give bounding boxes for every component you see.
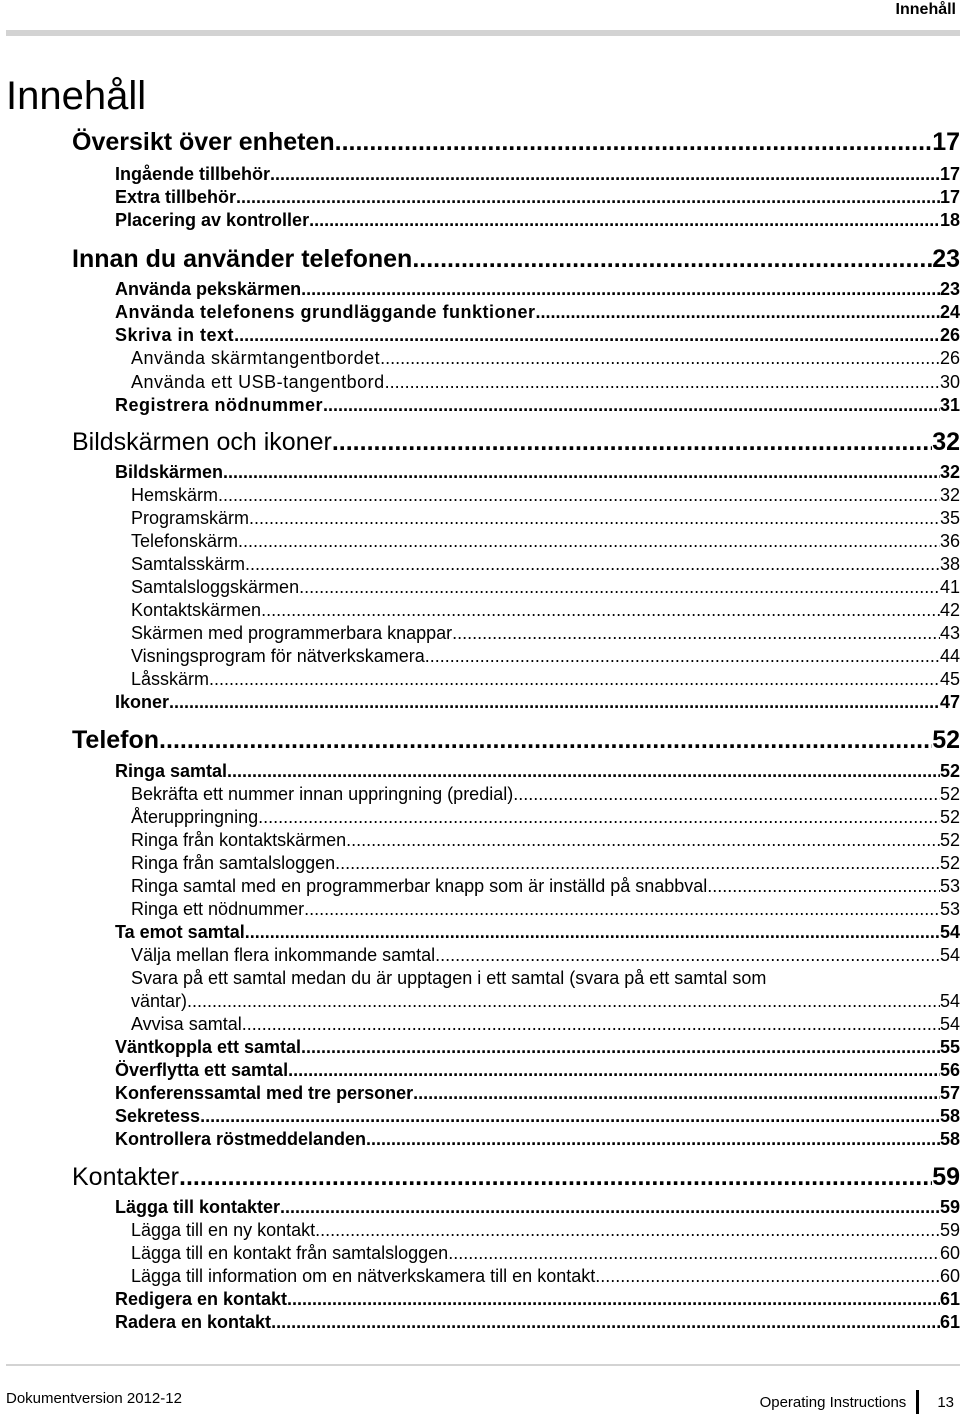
toc-entry-title: Lägga till en kontakt från samtalsloggen [131,1243,449,1263]
toc-entry-continued-text: Svara på ett samtal medan du är upptagen i ett samtal (svara på ett samtal som [131,968,767,988]
toc-entry-title: Samtalsskärm [131,554,246,574]
toc-entry-title: Radera en kontakt [115,1312,272,1332]
toc-section-link[interactable] [0,164,960,185]
toc-entry-title: Telefonskärm [131,531,239,551]
toc-section-link[interactable] [0,1197,960,1218]
toc-page-number: 35 [939,508,960,528]
toc-page-number: 47 [939,692,960,712]
toc-entry-title: Ringa från kontaktskärmen [131,830,347,850]
toc-entry-title: Skärmen med programmerbara knappar [131,623,453,643]
toc-subsection-link[interactable] [0,508,960,529]
header-rule [6,30,960,36]
toc-entry-title: Extra tillbehör [115,187,237,207]
footer-right [760,1390,960,1414]
toc-entry-title: Översikt över enheten [72,128,335,156]
toc-entry-title: Samtalsloggskärmen [131,577,300,597]
toc-page-number: 44 [939,646,960,666]
toc-entry-title: Använda skärmtangentbordet [131,348,381,368]
toc-entry-title: väntar) [131,991,188,1011]
toc-section-link[interactable] [0,1129,960,1150]
toc-entry-title: Registrera nödnummer [115,395,324,415]
toc-dot-leader [425,646,940,667]
toc-page-number: 38 [939,554,960,574]
toc-dot-leader [249,508,940,529]
toc-entry-title: Överflytta ett samtal [115,1060,289,1080]
toc-page-number: 57 [939,1083,960,1103]
toc-subsection-link[interactable] [0,646,960,667]
toc-subsection-link[interactable] [0,485,960,506]
toc-dot-leader [536,302,940,323]
toc-page-number: 52 [939,853,960,873]
toc-chapter-link[interactable] [0,128,960,157]
toc-dot-leader [595,1266,940,1287]
toc-dot-leader [236,187,940,208]
toc-subsection-link[interactable] [0,899,960,920]
toc-page-number: 53 [939,876,960,896]
toc-subsection-link[interactable] [0,531,960,552]
toc-subsection-link[interactable] [0,1220,960,1241]
toc-dot-leader [271,1312,940,1333]
toc-section-link[interactable] [0,1083,960,1104]
toc-page-number: 59 [939,1220,960,1240]
toc-page-number: 59 [939,1197,960,1217]
toc-dot-leader [209,669,940,690]
toc-page-number: 60 [939,1266,960,1286]
toc-dot-leader [223,462,940,483]
toc-entry-title: Ta emot samtal [115,922,245,942]
toc-entry-title: Ikoner [115,692,170,712]
toc-page-number: 30 [939,372,960,392]
toc-section-link[interactable] [0,692,960,713]
toc-entry-title: Välja mellan flera inkommande samtal [131,945,436,965]
toc-section-link[interactable] [0,1106,960,1127]
toc-dot-leader [301,279,940,300]
toc-page-number: 32 [939,485,960,505]
toc-dot-leader [707,876,940,897]
toc-dot-leader [346,830,940,851]
toc-subsection-link[interactable] [0,1243,960,1264]
toc-entry-title: Visningsprogram för nätverkskamera [131,646,425,666]
toc-section-link[interactable] [0,1037,960,1058]
toc-page-number: 53 [939,899,960,919]
toc-section-link[interactable] [0,279,960,300]
toc-section-link[interactable] [0,761,960,782]
toc-page-number: 54 [939,991,960,1011]
toc-page-number: 59 [932,1163,960,1191]
toc-dot-leader [218,485,940,506]
toc-dot-leader [332,428,932,457]
toc-page-number: 58 [939,1106,960,1126]
toc-dot-leader [304,899,940,920]
toc-dot-leader [159,726,932,755]
toc-entry-title: Ringa ett nödnummer [131,899,305,919]
toc-chapter-link[interactable] [0,428,960,457]
toc-page-number: 43 [939,623,960,643]
toc-dot-leader [242,1014,940,1035]
toc-dot-leader [179,1163,932,1192]
toc-subsection-link[interactable] [0,554,960,575]
toc-page-number: 52 [932,726,960,754]
toc-subsection-link[interactable] [0,876,960,897]
footer-manual-title: Operating Instructions [759,1393,907,1411]
toc-page-number: 52 [939,807,960,827]
toc-dot-leader [200,1106,940,1127]
toc-entry-title: Placering av kontroller [115,210,310,230]
toc-dot-leader [227,761,940,782]
toc-section-link[interactable] [0,1312,960,1333]
toc-entry-title: Ringa samtal [115,761,228,781]
toc-section-link[interactable] [0,325,960,346]
footer-page-number: 13 [937,1393,954,1411]
footer-document-version: Dokumentversion 2012-12 [6,1390,182,1407]
toc-entry-title: Kontakter [72,1163,180,1191]
toc-entry-title: Använda pekskärmen [115,279,302,299]
toc-dot-leader [366,1129,940,1150]
toc-dot-leader [288,1060,940,1081]
toc-page-number: 17 [939,164,960,184]
toc-page-number: 61 [939,1312,960,1332]
toc-entry-title: Återuppringning [131,807,259,827]
footer-separator [916,1390,919,1414]
toc-dot-leader [385,372,940,393]
toc-subsection-link[interactable] [0,577,960,598]
toc-page-number: 52 [939,830,960,850]
toc-subsection-link[interactable] [0,945,960,966]
toc-section-link[interactable] [0,1289,960,1310]
toc-page-number: 42 [939,600,960,620]
toc-subsection-link[interactable] [0,784,960,805]
toc-section-link[interactable] [0,187,960,208]
toc-entry-title: Kontaktskärmen [131,600,262,620]
toc-entry-title: Ringa samtal med en programmerbar knapp som är inställd på snabbval [131,876,708,896]
toc-dot-leader [413,1083,940,1104]
toc-dot-leader [412,245,932,274]
toc-dot-leader [169,692,940,713]
toc-dot-leader [380,348,940,369]
toc-entry-title: Konferenssamtal med tre personer [115,1083,414,1103]
toc-page-number: 24 [939,302,960,322]
toc-page-number: 32 [939,462,960,482]
toc-entry-title: Programskärm [131,508,250,528]
toc-entry-title: Bildskärmen och ikoner [72,428,332,456]
toc-subsection-link[interactable] [0,600,960,621]
toc-dot-leader [315,1220,940,1241]
toc-entry-title: Lägga till en ny kontakt [131,1220,316,1240]
toc-subsection-link[interactable] [0,991,960,1012]
toc-subsection-link[interactable] [0,1014,960,1035]
toc-dot-leader [335,128,933,157]
toc-section-link[interactable] [0,922,960,943]
toc-entry-title: Telefon [72,726,160,754]
toc-dot-leader [309,210,940,231]
toc-section-link[interactable] [0,1060,960,1081]
toc-page-number: 54 [939,945,960,965]
toc-page-number: 54 [939,1014,960,1034]
toc-entry-title: Redigera en kontakt [115,1289,288,1309]
toc-section-link[interactable] [0,395,960,416]
toc-dot-leader [245,554,940,575]
toc-dot-leader [448,1243,940,1264]
toc-chapter-link[interactable] [0,1163,960,1192]
toc-page-number: 61 [939,1289,960,1309]
toc-entry-title: Avvisa samtal [131,1014,242,1034]
toc-dot-leader [287,1289,940,1310]
toc-entry-title: Låsskärm [131,669,210,689]
toc-entry-title: Hemskärm [131,485,219,505]
footer-rule [6,1364,960,1366]
toc-entry-title: Lägga till information om en nätverkskamera till en kontakt [131,1266,596,1286]
toc-entry-title: Ingående tillbehör [115,164,271,184]
toc-subsection-link[interactable] [0,623,960,644]
toc-subsection-link[interactable] [0,853,960,874]
toc-page-number: 17 [939,187,960,207]
toc-entry-title: Väntkoppla ett samtal [115,1037,302,1057]
toc-page-number: 45 [939,669,960,689]
header-section-label: Innehåll [895,1,956,18]
toc-dot-leader [270,164,940,185]
toc-page-number: 36 [939,531,960,551]
toc-dot-leader [245,922,940,943]
toc-page-number: 41 [939,577,960,597]
toc-subsection-link[interactable] [0,372,960,393]
toc-page-number: 60 [939,1243,960,1263]
toc-dot-leader [301,1037,940,1058]
toc-subsection-link[interactable] [0,669,960,690]
toc-entry-title: Använda ett USB-tangentbord [131,372,385,392]
toc-entry-title: Bildskärmen [115,462,224,482]
toc-entry-title: Ringa från samtalsloggen [131,853,336,873]
toc-page-number: 26 [939,348,960,368]
toc-page-number: 17 [932,128,960,156]
toc-subsection-link[interactable] [0,807,960,828]
toc-dot-leader [435,945,940,966]
toc-entry-title: Sekretess [115,1106,201,1126]
toc-page-number: 56 [939,1060,960,1080]
toc-page-number: 26 [939,325,960,345]
toc-dot-leader [187,991,940,1012]
toc-dot-leader [452,623,940,644]
toc-chapter-link[interactable] [0,726,960,755]
toc-dot-leader [335,853,940,874]
toc-chapter-link[interactable] [0,245,960,274]
toc-dot-leader [323,395,940,416]
toc-page-number: 23 [932,245,960,273]
toc-page-number: 18 [939,210,960,230]
toc-entry-title: Skriva in text [115,325,235,345]
toc-page-number: 54 [939,922,960,942]
toc-entry-title: Lägga till kontakter [115,1197,281,1217]
toc-dot-leader [299,577,940,598]
toc-dot-leader [513,784,940,805]
toc-entry-title: Innan du använder telefonen [72,245,413,273]
toc-page-number: 52 [939,761,960,781]
toc-dot-leader [261,600,940,621]
toc-page-number: 31 [939,395,960,415]
toc-section-link[interactable] [0,210,960,231]
toc-subsection-link[interactable] [0,1266,960,1287]
toc-entry-title: Bekräfta ett nummer innan uppringning (predial) [131,784,514,804]
toc-subsection-link[interactable] [0,348,960,369]
toc-page-number: 58 [939,1129,960,1149]
toc-section-link[interactable] [0,302,960,323]
toc-page-number: 52 [939,784,960,804]
toc-section-link[interactable] [0,462,960,483]
toc-entry-title: Använda telefonens grundläggande funktioner [115,302,536,322]
toc-dot-leader [234,325,940,346]
toc-page-number: 32 [932,428,960,456]
page-title: Innehåll [6,74,147,118]
toc-dot-leader [280,1197,940,1218]
toc-dot-leader [238,531,940,552]
toc-page-number: 55 [939,1037,960,1057]
toc-page-number: 23 [939,279,960,299]
toc-subsection-link[interactable] [0,830,960,851]
toc-entry-title: Kontrollera röstmeddelanden [115,1129,367,1149]
toc-dot-leader [258,807,940,828]
